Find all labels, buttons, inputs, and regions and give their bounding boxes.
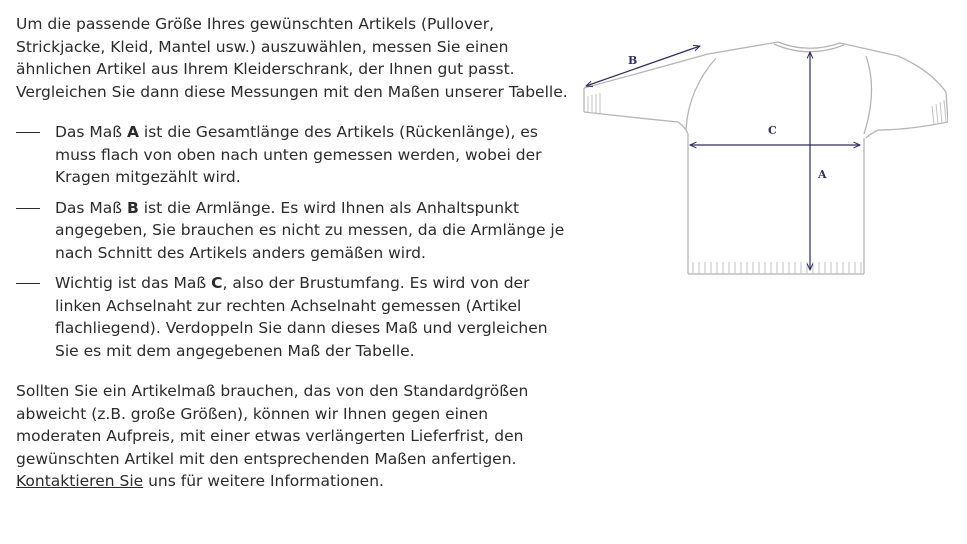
- arrow-b: [586, 46, 700, 86]
- measurement-arrows: [586, 46, 860, 270]
- measure-c-prefix: Wichtig ist das Maß: [55, 274, 212, 292]
- contact-link[interactable]: Kontaktieren Sie: [16, 472, 144, 490]
- measure-b-text: ist die Armlänge. Es wird Ihnen als Anhaltspunkt angegeben, Sie brauchen es nicht zu messen, da die Armlänge je nach Schnitt des Artikels anders gemäßen wird.: [55, 198, 565, 262]
- measure-a-prefix: Das Maß: [55, 123, 127, 141]
- outro-tail: uns für weitere Informationen.: [143, 472, 384, 490]
- outro-text: Sollten Sie ein Artikelmaß brauchen, das von den Standardgrößen abweicht (z.B. große Größen), können wir Ihnen gegen einen moderaten Aufpreis, mit einer etwas verlängerten Lieferfrist, den gewünschten Artikel mit den entsprechenden Maßen anfertigen.: [16, 382, 529, 468]
- label-a: A: [818, 168, 827, 181]
- measure-c-key: C: [211, 274, 223, 292]
- sweater-outline: [584, 42, 948, 274]
- measure-b-prefix: Das Maß: [55, 198, 127, 217]
- size-guide-text: [16, 13, 576, 493]
- outro-paragraph: [16, 380, 576, 493]
- label-c: C: [768, 124, 777, 137]
- label-b: B: [628, 54, 638, 67]
- measurement-list: [16, 121, 576, 362]
- rib-pattern: [588, 93, 946, 274]
- sweater-measurement-diagram: [578, 30, 948, 290]
- list-item-measure-c: [16, 272, 576, 362]
- list-item-measure-b: [16, 197, 576, 265]
- measure-a-key: A: [127, 123, 139, 141]
- measure-a-text: ist die Gesamtlänge des Artikels (Rückenlänge), es muss flach von oben nach unten gemessen werden, wobei der Kragen mitgezählt wird.: [55, 123, 542, 186]
- measure-c-text: , also der Brustumfang. Es wird von der linken Achselnaht zur rechten Achselnaht gemessen (Artikel flachliegend). Verdoppeln Sie dann dieses Maß und vergleichen Sie es mit dem angegebenen Maß der Tabelle.: [55, 274, 548, 360]
- measure-b-key: B: [127, 198, 139, 217]
- intro-paragraph: Um die passende Größe Ihres gewünschten Artikels (Pullover, Strickjacke, Kleid, Mantel usw.) auszuwählen, messen Sie einen ähnlichen Artikel aus Ihrem Kleiderschrank, der Ihnen gut passt. Vergleichen Sie dann diese Messungen mit den Maßen unserer Tabelle.: [16, 15, 568, 101]
- list-item-measure-a: [16, 121, 576, 189]
